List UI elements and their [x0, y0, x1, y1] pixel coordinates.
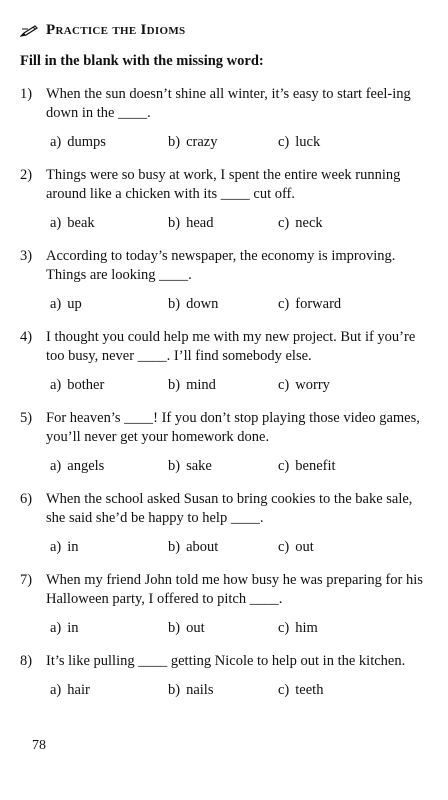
question-6	[20, 490, 430, 556]
answer-options	[50, 681, 430, 699]
question-text: For heaven’s ____! If you don’t stop playing those video games, you’ll never get your homework done.	[46, 410, 420, 445]
option-text: benefit	[295, 458, 336, 474]
option-letter: c)	[278, 458, 290, 474]
option-letter: b)	[168, 296, 181, 312]
option-text: up	[67, 296, 82, 312]
option-text: forward	[295, 296, 342, 312]
option-text: nails	[186, 682, 214, 698]
option-a[interactable]	[50, 133, 168, 151]
question-text: It’s like pulling ____ getting Nicole to help out in the kitchen.	[46, 653, 406, 669]
option-b[interactable]	[168, 295, 278, 313]
option-c[interactable]	[278, 457, 336, 475]
answer-options	[50, 133, 430, 151]
instruction: Fill in the blank with the missing word:	[20, 53, 264, 69]
question-7	[20, 571, 430, 637]
option-text: worry	[295, 377, 330, 393]
option-c[interactable]	[278, 619, 318, 637]
option-text: down	[186, 296, 219, 312]
question-text: I thought you could help me with my new project. But if you’re too busy, never ____. I’ll find somebody else.	[46, 329, 416, 364]
option-a[interactable]	[50, 457, 168, 475]
option-b[interactable]	[168, 538, 278, 556]
question-number: 2)	[20, 167, 33, 183]
option-a[interactable]	[50, 214, 168, 232]
question-number: 4)	[20, 329, 33, 345]
option-letter: b)	[168, 620, 181, 636]
option-text: in	[67, 539, 79, 555]
option-b[interactable]	[168, 376, 278, 394]
option-text: beak	[67, 215, 95, 231]
option-letter: a)	[50, 539, 62, 555]
question-number: 6)	[20, 491, 33, 507]
option-text: angels	[67, 458, 105, 474]
question-text: When the sun doesn’t shine all winter, it’s easy to start feel-ing down in the ____.	[46, 86, 411, 121]
question-number: 5)	[20, 410, 33, 426]
option-letter: b)	[168, 134, 181, 150]
option-c[interactable]	[278, 295, 341, 313]
question-5	[20, 409, 430, 475]
option-a[interactable]	[50, 681, 168, 699]
option-text: dumps	[67, 134, 106, 150]
option-letter: a)	[50, 682, 62, 698]
answer-options	[50, 457, 430, 475]
option-text: him	[295, 620, 318, 636]
option-letter: c)	[278, 377, 290, 393]
option-text: luck	[295, 134, 321, 150]
question-3	[20, 247, 430, 313]
section-title: Practice the Idioms	[46, 21, 186, 38]
section-header	[20, 20, 185, 40]
question-number: 8)	[20, 653, 33, 669]
question-8	[20, 652, 430, 699]
answer-options	[50, 214, 430, 232]
option-text: teeth	[295, 682, 324, 698]
option-letter: a)	[50, 458, 62, 474]
option-text: mind	[186, 377, 216, 393]
option-letter: c)	[278, 620, 290, 636]
option-b[interactable]	[168, 133, 278, 151]
option-letter: b)	[168, 458, 181, 474]
option-letter: a)	[50, 377, 62, 393]
option-text: out	[186, 620, 205, 636]
option-text: head	[186, 215, 214, 231]
option-c[interactable]	[278, 133, 320, 151]
answer-options	[50, 295, 430, 313]
option-text: out	[295, 539, 314, 555]
question-text: Things were so busy at work, I spent the entire week running around like a chicken with its ____ cut off.	[46, 167, 401, 202]
option-a[interactable]	[50, 295, 168, 313]
option-c[interactable]	[278, 376, 330, 394]
option-letter: b)	[168, 539, 181, 555]
option-a[interactable]	[50, 619, 168, 637]
option-letter: c)	[278, 539, 290, 555]
option-text: about	[186, 539, 219, 555]
option-b[interactable]	[168, 681, 278, 699]
answer-options	[50, 538, 430, 556]
option-b[interactable]	[168, 457, 278, 475]
option-letter: b)	[168, 377, 181, 393]
question-1	[20, 85, 430, 151]
answer-options	[50, 376, 430, 394]
option-letter: b)	[168, 215, 181, 231]
option-b[interactable]	[168, 619, 278, 637]
option-letter: a)	[50, 620, 62, 636]
option-a[interactable]	[50, 538, 168, 556]
option-text: crazy	[186, 134, 218, 150]
option-text: sake	[186, 458, 212, 474]
option-b[interactable]	[168, 214, 278, 232]
option-c[interactable]	[278, 214, 323, 232]
question-number: 1)	[20, 86, 33, 102]
question-number: 7)	[20, 572, 33, 588]
pencil-icon	[20, 23, 38, 37]
option-text: hair	[67, 682, 90, 698]
question-text: When the school asked Susan to bring cookies to the bake sale, she said she’d be happy to help ____.	[46, 491, 413, 526]
option-letter: b)	[168, 682, 181, 698]
question-text: When my friend John told me how busy he was preparing for his Halloween party, I offered to pitch ____.	[46, 572, 423, 607]
option-a[interactable]	[50, 376, 168, 394]
option-c[interactable]	[278, 681, 323, 699]
option-c[interactable]	[278, 538, 314, 556]
option-letter: c)	[278, 682, 290, 698]
option-letter: a)	[50, 215, 62, 231]
option-letter: c)	[278, 296, 290, 312]
option-letter: a)	[50, 296, 62, 312]
question-2	[20, 166, 430, 232]
option-letter: c)	[278, 134, 290, 150]
page-number: 78	[32, 738, 46, 753]
option-text: neck	[295, 215, 323, 231]
option-letter: c)	[278, 215, 290, 231]
option-letter: a)	[50, 134, 62, 150]
question-4	[20, 328, 430, 394]
question-text: According to today’s newspaper, the economy is improving. Things are looking ____.	[46, 248, 396, 283]
question-number: 3)	[20, 248, 33, 264]
option-text: bother	[67, 377, 105, 393]
option-text: in	[67, 620, 79, 636]
answer-options	[50, 619, 430, 637]
